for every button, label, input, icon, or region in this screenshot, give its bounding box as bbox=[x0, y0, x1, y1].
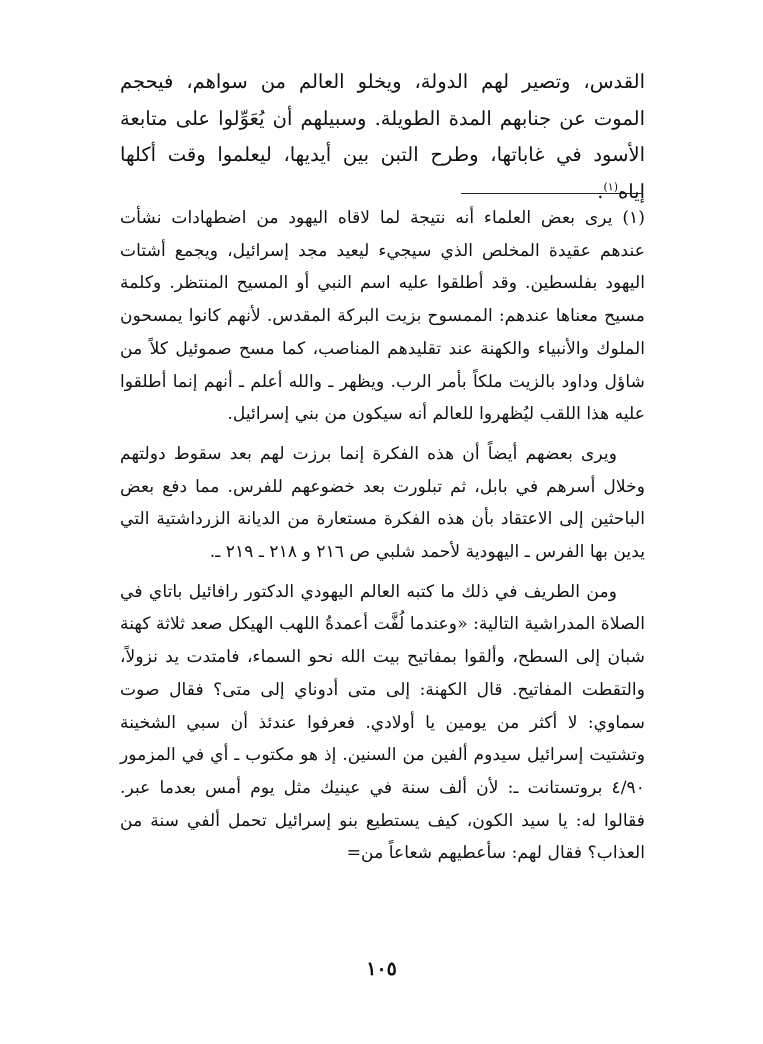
footnote-reference: (١) bbox=[603, 180, 618, 193]
footnote-marker: (١) bbox=[622, 208, 645, 228]
footnote-text: يرى بعض العلماء أنه نتيجة لما لاقاه اليهود من اضطهادات نشأت عندهم عقيدة المخلص الذي سيجيء ليعيد مجد إسرائيل، ويجمع أشتات اليهود بفلسطين. وقد أطلقوا عليه اسم النبي أو المسيح المنتظر. وكلمة مسيح معناها عندهم: الممسوح بزيت البركة المقدس. لأنهم كانوا يمسحون الملوك والأنبياء والكهنة عند تقليدهم المناصب، كما مسح صموئيل كلاً من شاؤل وداود بالزيت ملكاً بأمر الرب. ويظهر ـ والله أعلم ـ أنهم إنما أطلقوا عليه هذا اللقب ليُظهروا للعالم أنه سيكون من بني إسرائيل. bbox=[120, 208, 645, 425]
footnotes-section bbox=[120, 202, 645, 870]
footnote-paragraph: ومن الطريف في ذلك ما كتبه العالم اليهودي الدكتور رافائيل باتاي في الصلاة المدراشية التالية: «وعندما لُفَّت أعمدةُ اللهب الهيكل صعد ثلاثة كهنة شبان إلى السطح، وألقوا بمفاتيح بيت الله نحو السماء، فامتدت يد نزولاً، والتقطت المفاتيح. قال الكهنة: إلى متى أدوناي إلى متى؟ فقال صوت سماوي: لا أكثر من يومين يا أولادي. فعرفوا عندئذ أن سبي الشخينة وتشتيت إسرائيل سيدوم ألفين من السنين. إذ هو مكتوب ـ أي في المزمور ٤/٩٠ بروتستانت ـ: لأن ألف سنة في عينيك مثل يوم أمس بعدما عبر. فقالوا له: يا سيد الكون، كيف يستطيع بنو إسرائيل تحمل ألفي سنة من العذاب؟ فقال لهم: سأعطيهم شعاعاً من= bbox=[120, 581, 645, 864]
footnote-separator bbox=[461, 193, 643, 194]
main-paragraph bbox=[120, 64, 645, 210]
footnote-paragraph: ويرى بعضهم أيضاً أن هذه الفكرة إنما برزت لهم بعد سقوط دولتهم وخلال أسرهم في بابل، ثم تبلورت بعد خضوعهم للفرس. مما دفع بعض الباحثين إلى الاعتقاد بأن هذه الفكرة مستعارة من الديانة الزرداشتية التي يدين بها الفرس ـ اليهودية لأحمد شلبي ص ٢١٦ و ٢١٨ ـ ٢١٩ ـ. bbox=[120, 443, 645, 563]
main-text bbox=[120, 64, 645, 210]
main-paragraph-end: . bbox=[597, 179, 604, 203]
page-number: ١٠٥ bbox=[366, 958, 397, 980]
footnote-paragraph bbox=[120, 202, 645, 431]
main-paragraph-text: القدس، وتصير لهم الدولة، ويخلو العالم من سواهم، فيحجم الموت عن جنابهم المدة الطويلة. وسبيلهم أن يُعَوِّلوا على متابعة الأسود في غاباتها، وطرح التبن بين أيديها، ليعلموا وقت أكلها إياه bbox=[120, 70, 645, 203]
